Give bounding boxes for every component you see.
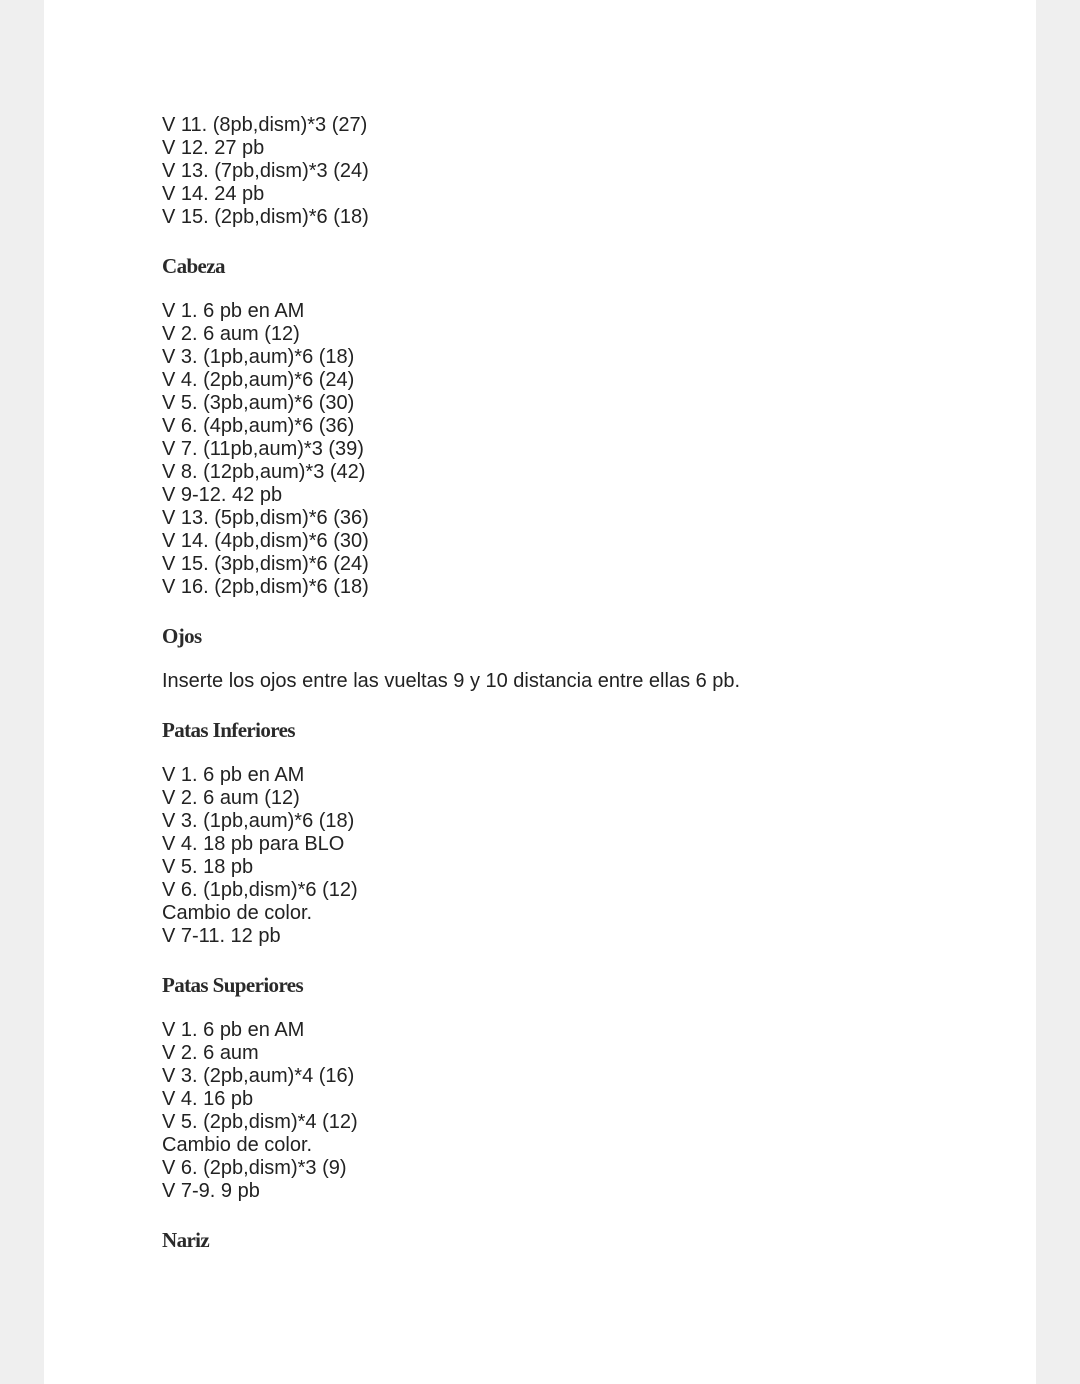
round-line: V 4. 18 pb para BLO xyxy=(162,833,345,855)
round-line: V 4. 16 pb xyxy=(162,1088,254,1110)
round-line: V 11. (8pb,dism)*3 (27) xyxy=(162,114,368,136)
round-line: V 4. (2pb,aum)*6 (24) xyxy=(162,369,355,391)
round-line: V 9-12. 42 pb xyxy=(162,484,283,506)
round-line: V 3. (1pb,aum)*6 (18) xyxy=(162,810,355,832)
round-line: V 3. (2pb,aum)*4 (16) xyxy=(162,1065,355,1087)
round-line: V 13. (7pb,dism)*3 (24) xyxy=(162,160,369,182)
section-heading-patas-superiores: Patas Superiores xyxy=(162,973,304,997)
round-list xyxy=(162,300,982,599)
round-line: V 13. (5pb,dism)*6 (36) xyxy=(162,507,369,529)
round-line: V 6. (2pb,dism)*3 (9) xyxy=(162,1157,347,1179)
round-line: V 2. 6 aum (12) xyxy=(162,787,300,809)
round-line: V 16. (2pb,dism)*6 (18) xyxy=(162,576,369,598)
section-body-patas-superiores xyxy=(162,1019,982,1203)
round-line: V 7. (11pb,aum)*3 (39) xyxy=(162,438,364,460)
round-line: V 7-9. 9 pb xyxy=(162,1180,260,1202)
section-body-ojos xyxy=(162,670,982,693)
document-content xyxy=(162,114,982,1252)
round-line: V 5. (2pb,dism)*4 (12) xyxy=(162,1111,358,1133)
round-list xyxy=(162,114,982,229)
round-line: V 12. 27 pb xyxy=(162,137,265,159)
round-list xyxy=(162,1019,982,1203)
round-line: V 7-11. 12 pb xyxy=(162,925,281,947)
round-line: V 1. 6 pb en AM xyxy=(162,300,305,322)
section-heading-nariz: Nariz xyxy=(162,1228,210,1252)
round-line: V 6. (4pb,aum)*6 (36) xyxy=(162,415,355,437)
round-line: V 5. 18 pb xyxy=(162,856,254,878)
round-line: V 5. (3pb,aum)*6 (30) xyxy=(162,392,355,414)
round-line: Cambio de color. xyxy=(162,1134,313,1156)
document-page xyxy=(44,0,1036,1384)
round-line: V 2. 6 aum xyxy=(162,1042,259,1064)
round-line: V 1. 6 pb en AM xyxy=(162,764,305,786)
round-line: V 3. (1pb,aum)*6 (18) xyxy=(162,346,355,368)
round-line: V 8. (12pb,aum)*3 (42) xyxy=(162,461,366,483)
section-heading-ojos: Ojos xyxy=(162,624,202,648)
round-line: V 1. 6 pb en AM xyxy=(162,1019,305,1041)
section-heading-patas-inferiores: Patas Inferiores xyxy=(162,718,295,742)
round-line: V 15. (3pb,dism)*6 (24) xyxy=(162,553,369,575)
section-body-patas-inferiores xyxy=(162,764,982,948)
section-heading-cabeza: Cabeza xyxy=(162,254,225,278)
round-list xyxy=(162,764,982,948)
section-body-cabeza xyxy=(162,300,982,599)
round-line: V 6. (1pb,dism)*6 (12) xyxy=(162,879,358,901)
round-line: V 15. (2pb,dism)*6 (18) xyxy=(162,206,369,228)
round-line: V 14. (4pb,dism)*6 (30) xyxy=(162,530,369,552)
instruction-paragraph: Inserte los ojos entre las vueltas 9 y 10 distancia entre ellas 6 pb. xyxy=(162,670,741,692)
section-body-continuation xyxy=(162,114,982,229)
round-line: Cambio de color. xyxy=(162,902,313,924)
round-line: V 2. 6 aum (12) xyxy=(162,323,300,345)
round-line: V 14. 24 pb xyxy=(162,183,265,205)
